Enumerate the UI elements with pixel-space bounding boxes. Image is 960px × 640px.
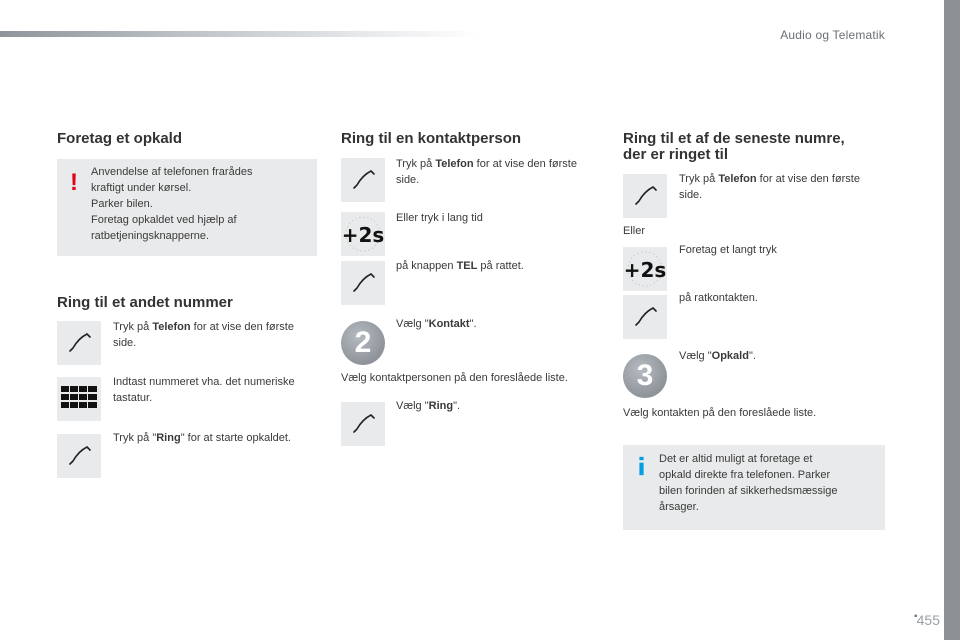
eller-label: Eller <box>623 225 646 237</box>
phone-icon <box>341 402 385 446</box>
phone-icon <box>341 261 385 305</box>
step-tryk-ring: Tryk på "Ring" for at starte opkaldet. <box>113 432 291 444</box>
step-number-badge: 2 <box>341 321 385 365</box>
info-line: bilen forinden af sikkerhedsmæssige <box>659 485 838 497</box>
warning-line: Foretag opkaldet ved hjælp af <box>91 214 237 226</box>
step-vaelg-kontakten: Vælg kontakten på den foreslåede liste. <box>623 407 817 419</box>
header-gradient-bar <box>0 31 480 37</box>
info-icon <box>639 455 644 477</box>
step-number-badge: 3 <box>623 354 667 398</box>
step-ratkontakten: på ratkontakten. <box>679 292 758 304</box>
step-vaelg-opkald: Vælg "Opkald". <box>679 350 756 362</box>
long-press-icon <box>623 247 667 291</box>
info-text <box>659 451 879 515</box>
phone-icon <box>341 158 385 202</box>
long-press-label: +2s <box>341 223 385 247</box>
page-dot: . <box>913 604 918 621</box>
phone-icon <box>623 174 667 218</box>
info-line: Det er altid muligt at foretage et <box>659 453 813 465</box>
info-box <box>623 445 885 530</box>
step-indtast-nummer: Indtast nummeret vha. det numeriske tastatur. <box>113 376 295 404</box>
step-eller-lang-tid: Eller tryk i lang tid <box>396 212 483 224</box>
page-edge-strip <box>944 0 960 640</box>
step-vaelg-kontaktperson: Vælg kontaktpersonen på den foreslåede liste. <box>341 372 568 384</box>
warning-line: Anvendelse af telefonen frarådes <box>91 166 253 178</box>
step-vaelg-ring: Vælg "Ring". <box>396 400 461 412</box>
warning-line: ratbetjeningsknapperne. <box>91 230 210 242</box>
long-press-icon <box>341 212 385 256</box>
step-tryk-telefon: Tryk på Telefon for at vise den første side. <box>396 158 577 186</box>
step-tryk-telefon: Tryk på Telefon for at vise den første side. <box>113 321 294 349</box>
warning-box <box>57 159 317 256</box>
warning-text <box>91 164 311 244</box>
heading-foretag-et-opkald: Foretag et opkald <box>57 130 183 147</box>
phone-icon <box>57 434 101 478</box>
warning-line: kraftigt under kørsel. <box>91 182 192 194</box>
step-tryk-telefon: Tryk på Telefon for at vise den første side. <box>679 173 860 201</box>
info-line: opkald direkte fra telefonen. Parker <box>659 469 831 481</box>
long-press-label: +2s <box>623 258 667 282</box>
section-title: Audio og Telematik <box>780 28 885 42</box>
step-langt-tryk: Foretag et langt tryk <box>679 244 777 256</box>
info-line: årsager. <box>659 501 699 513</box>
warning-line: Parker bilen. <box>91 198 153 210</box>
warning-icon: ! <box>70 169 78 196</box>
heading-ring-til-et-andet-nummer: Ring til et andet nummer <box>57 294 233 311</box>
keypad-icon <box>57 377 101 421</box>
phone-icon <box>623 295 667 339</box>
heading-ring-til-kontaktperson: Ring til en kontaktperson <box>341 130 522 147</box>
page-number: 455 <box>916 612 940 628</box>
heading-ring-seneste-numre: Ring til et af de seneste numre, der er ringet til <box>623 130 845 163</box>
step-vaelg-kontakt: Vælg "Kontakt". <box>396 318 477 330</box>
step-tel-knappen: på knappen TEL på rattet. <box>396 260 524 272</box>
phone-icon <box>57 321 101 365</box>
